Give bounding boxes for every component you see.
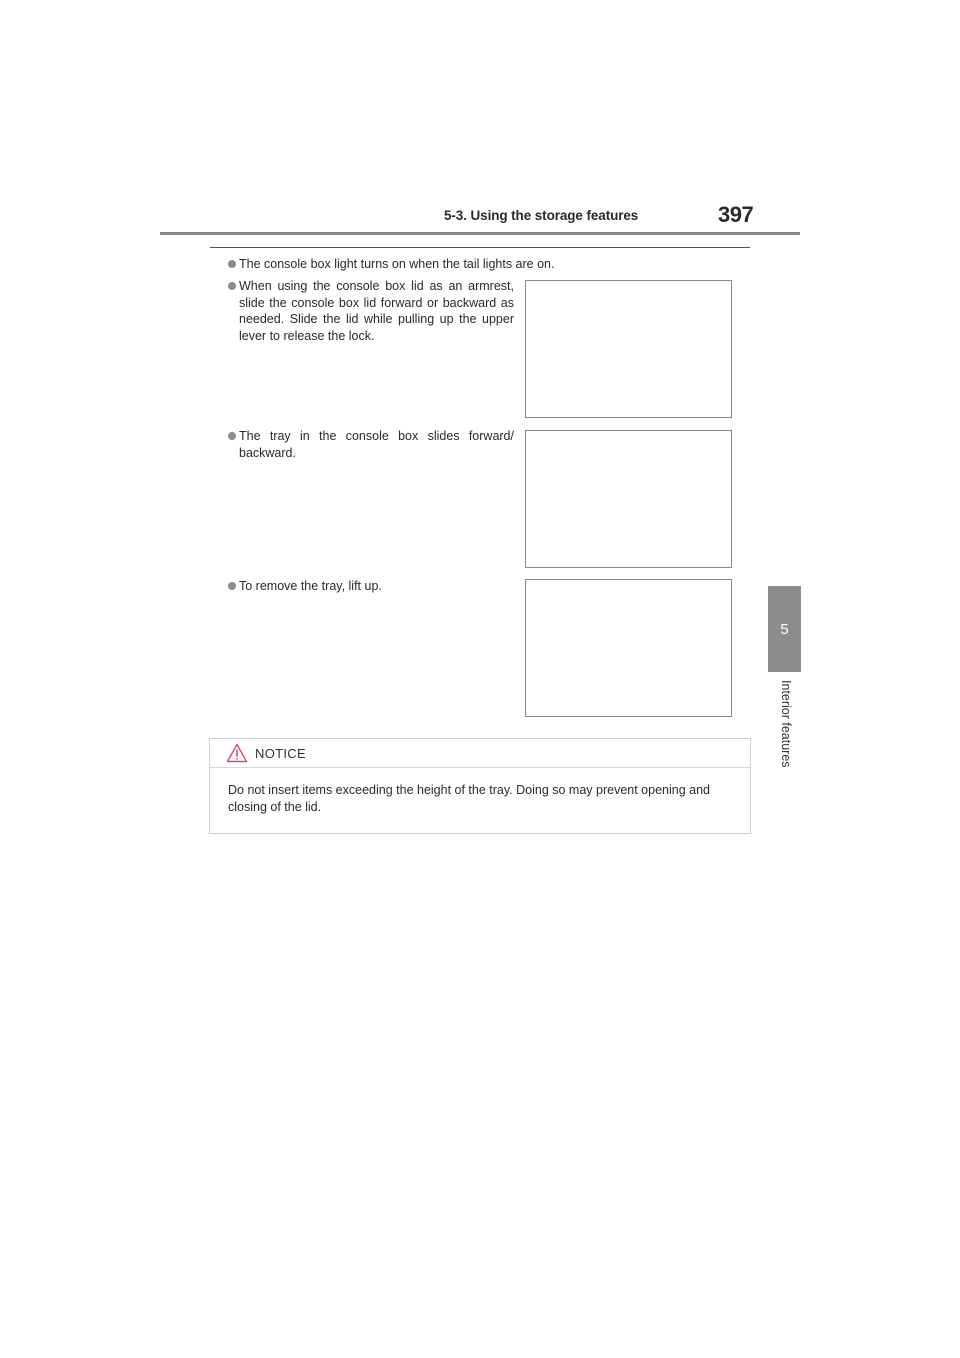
bullet-dot-icon (228, 582, 236, 590)
content-divider (210, 247, 750, 248)
warning-triangle-icon (226, 743, 248, 763)
page-number: 397 (718, 202, 754, 227)
bullet-dot-icon (228, 260, 236, 268)
chapter-title: Interior features (779, 680, 793, 768)
section-title: 5-3. Using the storage features (444, 208, 639, 223)
bullet-dot-icon (228, 282, 236, 290)
bullet-text: To remove the tray, lift up. (239, 579, 382, 593)
notice-header (210, 739, 750, 768)
notice-text: Do not insert items exceeding the height of the tray. Doing so may prevent opening and closing of the lid. (228, 783, 711, 814)
bullet-console-light (212, 256, 779, 273)
chapter-tab (768, 586, 801, 672)
header-divider (160, 232, 800, 235)
bullet-text: The console box light turns on when the tail lights are on. (239, 257, 555, 271)
bullet-remove-tray (212, 578, 514, 595)
bullet-text: The tray in the console box slides forward/ backward. (239, 429, 514, 460)
armrest-illustration (525, 280, 732, 418)
notice-label: NOTICE (255, 746, 306, 761)
bullet-text: When using the console box lid as an armrest, slide the console box lid forward or backward as needed. Slide the lid while pulling up the upper lever to release the lock. (239, 279, 514, 343)
tray-remove-illustration (525, 579, 732, 717)
notice-box (209, 738, 751, 834)
bullet-tray-slide (212, 428, 514, 461)
chapter-number: 5 (780, 620, 789, 638)
tray-slide-illustration (525, 430, 732, 568)
bullet-armrest (212, 278, 514, 344)
bullet-dot-icon (228, 432, 236, 440)
